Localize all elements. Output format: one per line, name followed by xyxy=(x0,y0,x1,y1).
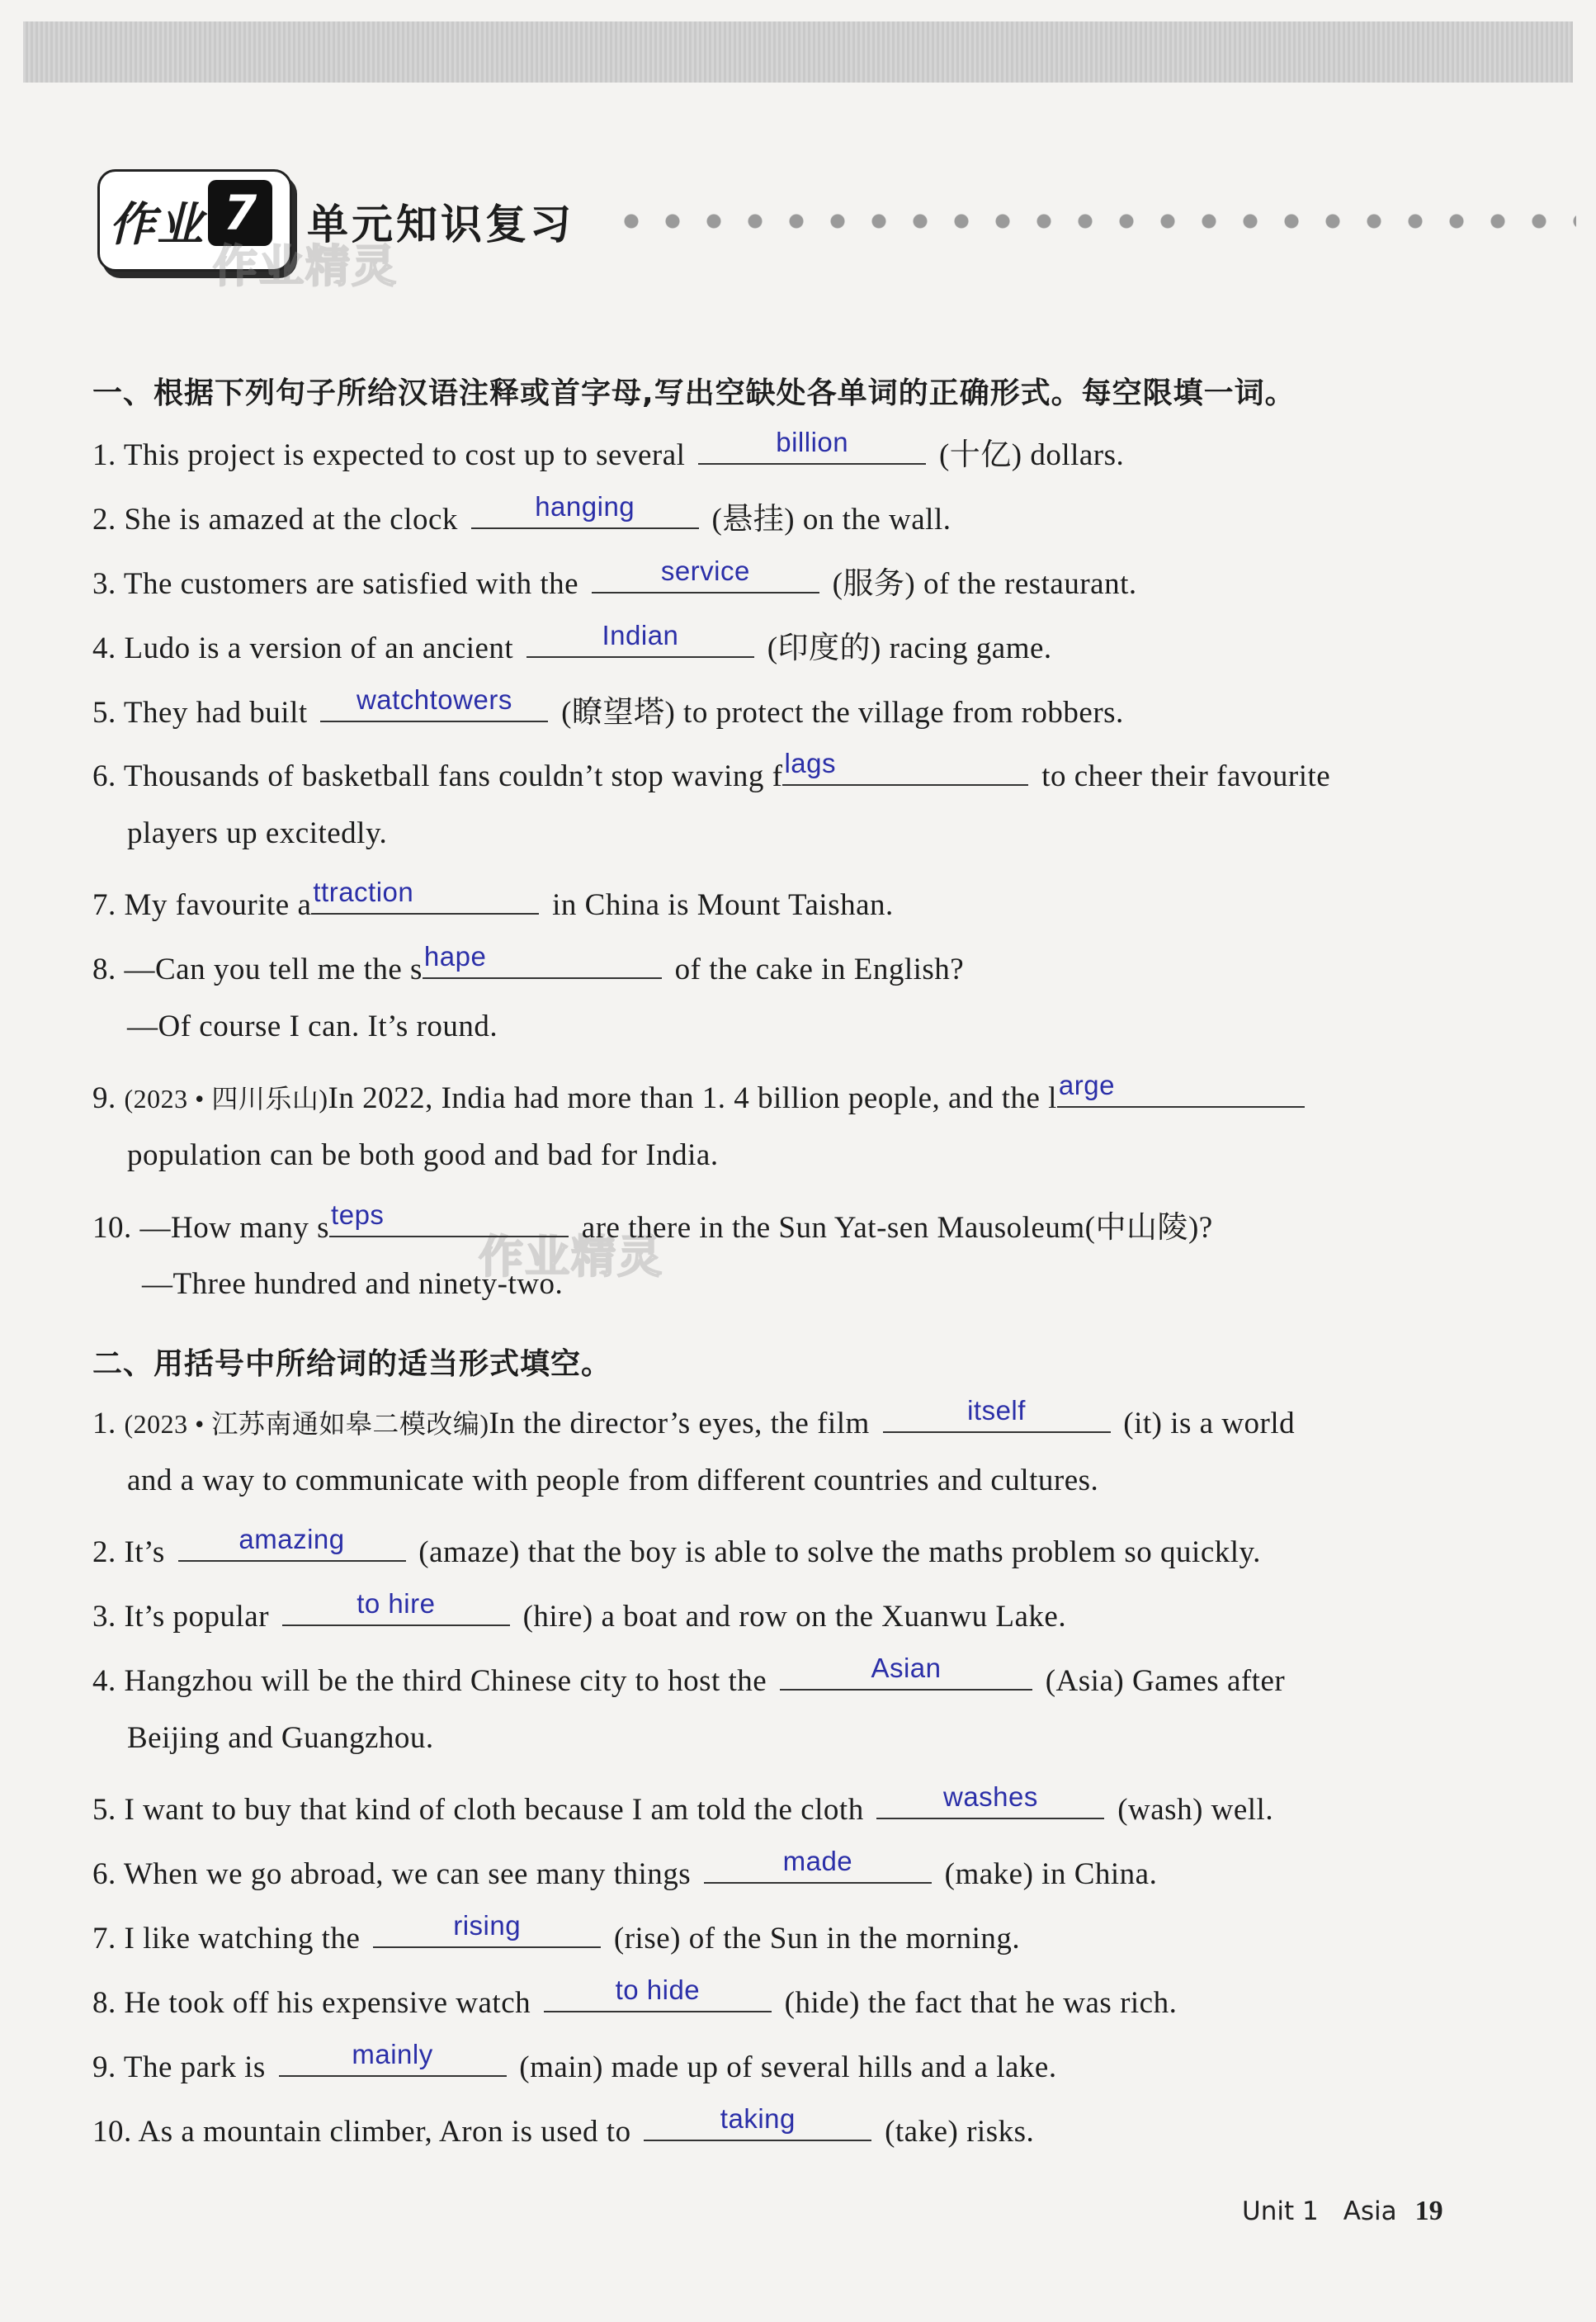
answer-text: hape xyxy=(423,941,487,972)
answer-text: teps xyxy=(331,1199,385,1230)
section-1-title: 一、根据下列句子所给汉语注释或首字母,写出空缺处各单词的正确形式。每空限填一词。 xyxy=(92,376,1296,410)
sentence-text: are there in the Sun Yat-sen Mausoleum(中山陵)? xyxy=(581,1211,1213,1245)
answer-text: billion xyxy=(776,427,849,457)
item-number: 9. xyxy=(92,2050,116,2084)
sentence-text: In 2022, India had more than 1. 4 billion people, and the l xyxy=(328,1081,1057,1115)
footer-unit: Unit 1 xyxy=(1242,2197,1319,2226)
answer-blank[interactable] xyxy=(526,620,754,658)
exercise-line xyxy=(92,941,965,987)
answer-blank[interactable] xyxy=(279,2039,507,2077)
answer-blank[interactable] xyxy=(471,491,699,529)
exercise-line xyxy=(92,1524,1261,1570)
page-title: 单元知识复习 xyxy=(307,201,574,248)
sentence-text: (main) made up of several hills and a lake. xyxy=(519,2050,1057,2084)
exercise-line xyxy=(92,1070,1310,1116)
sentence-text: The park is xyxy=(123,2050,266,2084)
item-number: 2. xyxy=(92,1535,116,1569)
item-number: 8. xyxy=(92,1986,116,2020)
exercise-line-continuation: population can be both good and bad for India. xyxy=(127,1138,719,1172)
footer-topic: Asia xyxy=(1343,2197,1397,2226)
exercise-line xyxy=(92,1974,1178,2021)
exercise-line xyxy=(92,1199,1213,1246)
answer-blank[interactable] xyxy=(876,1781,1104,1819)
answer-text: rising xyxy=(453,1910,522,1941)
item-number: 4. xyxy=(92,631,116,665)
exercise-line xyxy=(92,1781,1274,1828)
answer-blank[interactable] xyxy=(329,1199,569,1237)
answer-blank[interactable] xyxy=(644,2103,871,2141)
exercise-line xyxy=(92,1846,1158,1892)
answer-blank[interactable] xyxy=(782,748,1028,786)
sentence-text: It’s popular xyxy=(124,1600,270,1634)
item-number: 3. xyxy=(92,1600,116,1634)
exercise-line xyxy=(92,429,1124,474)
item-number: 5. xyxy=(92,696,116,730)
item-number: 3. xyxy=(92,567,116,601)
source-tag: (2023 • 江苏南通如皋二模改编) xyxy=(124,1409,489,1439)
section-2-title: 二、用括号中所给词的适当形式填空。 xyxy=(92,1347,612,1381)
sentence-text: in China is Mount Taishan. xyxy=(552,888,894,922)
item-number: 1. xyxy=(92,438,116,472)
answer-text: service xyxy=(660,556,750,586)
answer-text: Asian xyxy=(871,1653,942,1683)
answer-text: mainly xyxy=(352,2039,433,2069)
answer-blank[interactable] xyxy=(282,1588,510,1626)
sentence-text: In the director’s eyes, the film xyxy=(489,1407,870,1440)
answer-text: taking xyxy=(720,2103,796,2134)
answer-blank[interactable] xyxy=(780,1653,1032,1691)
answer-blank[interactable] xyxy=(698,427,926,465)
answer-blank[interactable] xyxy=(1057,1070,1305,1108)
exercise-line xyxy=(92,684,1124,731)
sentence-text: My favourite a xyxy=(124,888,312,922)
homework-number-badge: 7 xyxy=(208,180,272,246)
answer-text: arge xyxy=(1058,1070,1115,1100)
answer-text: Indian xyxy=(602,620,679,650)
exercise-line xyxy=(92,491,951,538)
item-number: 10. xyxy=(92,2115,132,2149)
exercise-line-continuation: —Three hundred and ninety-two. xyxy=(142,1267,564,1301)
exercise-line xyxy=(92,2103,1035,2149)
exercise-line-continuation: and a way to communicate with people from different countries and cultures. xyxy=(127,1464,1099,1497)
sentence-text: (hide) the fact that he was rich. xyxy=(784,1986,1178,2020)
exercise-line xyxy=(92,2039,1057,2085)
item-number: 7. xyxy=(92,1922,116,1955)
sentence-text: to cheer their favourite xyxy=(1041,759,1331,793)
exercise-line xyxy=(92,622,1052,667)
sentence-text: Hangzhou will be the third Chinese city to host the xyxy=(124,1664,767,1698)
sentence-text: —Can you tell me the s xyxy=(124,953,423,986)
exercise-line xyxy=(92,877,894,923)
exercise-line-continuation: —Of course I can. It’s round. xyxy=(127,1010,498,1043)
answer-text: to hide xyxy=(615,1974,701,2005)
homework-label: 作业 xyxy=(109,198,205,252)
answer-text: made xyxy=(782,1846,853,1876)
sentence-text: (十亿) dollars. xyxy=(938,438,1125,472)
item-number: 4. xyxy=(92,1664,116,1698)
sentence-text: —How many s xyxy=(139,1211,330,1245)
answer-blank[interactable] xyxy=(311,877,539,915)
item-number: 5. xyxy=(92,1793,116,1827)
answer-blank[interactable] xyxy=(544,1974,772,2012)
watermark: 作业精灵 xyxy=(213,240,398,292)
sentence-text: (hire) a boat and row on the Xuanwu Lake. xyxy=(522,1600,1067,1634)
sentence-text: As a mountain climber, Aron is used to xyxy=(138,2115,631,2149)
item-number: 10. xyxy=(92,1211,132,1245)
item-number: 8. xyxy=(92,953,116,986)
answer-blank[interactable] xyxy=(592,556,819,594)
item-number: 6. xyxy=(92,1857,116,1891)
exercise-line xyxy=(92,1910,1021,1956)
exercise-line-continuation: players up excitedly. xyxy=(127,816,388,850)
answer-text: amazing xyxy=(238,1524,345,1554)
watermark: 作业精灵 xyxy=(479,1231,663,1283)
sentence-text: They had built xyxy=(123,696,308,730)
sentence-text: I like watching the xyxy=(124,1922,361,1955)
answer-blank[interactable] xyxy=(883,1395,1111,1433)
sentence-text: It’s xyxy=(124,1535,165,1569)
page-footer xyxy=(1242,2196,1443,2227)
exercise-line xyxy=(92,1395,1296,1441)
item-number: 2. xyxy=(92,503,116,537)
sentence-text: I want to buy that kind of cloth because I am told the cloth xyxy=(124,1793,864,1827)
sentence-text: This project is expected to cost up to several xyxy=(123,438,686,472)
sentence-text: (印度的) racing game. xyxy=(767,631,1052,665)
sentence-text: (take) risks. xyxy=(885,2115,1035,2149)
answer-text: hanging xyxy=(535,491,635,522)
exercise-line xyxy=(92,1653,1286,1699)
source-tag: (2023 • 四川乐山) xyxy=(124,1084,328,1114)
sentence-text: Ludo is a version of an ancient xyxy=(124,631,514,665)
dotted-rule xyxy=(611,213,1576,229)
answer-text: ttraction xyxy=(313,877,414,907)
exercise-line xyxy=(92,748,1331,794)
item-number: 1. xyxy=(92,1407,116,1440)
item-number: 7. xyxy=(92,888,116,922)
answer-text: itself xyxy=(967,1395,1026,1426)
sentence-text: (amaze) that the boy is able to solve the maths problem so quickly. xyxy=(418,1535,1261,1569)
exercise-line xyxy=(92,558,1137,603)
sentence-text: (Asia) Games after xyxy=(1045,1664,1286,1698)
answer-blank[interactable] xyxy=(373,1910,601,1948)
answer-text: washes xyxy=(943,1781,1038,1812)
item-number: 6. xyxy=(92,759,116,793)
answer-text: watchtowers xyxy=(356,684,512,715)
sentence-text: (it) is a world xyxy=(1123,1407,1296,1440)
answer-blank[interactable] xyxy=(320,684,548,722)
sentence-text: (make) in China. xyxy=(944,1857,1158,1891)
answer-text: lags xyxy=(784,748,836,778)
sentence-text: (瞭望塔) to protect the village from robbers. xyxy=(561,696,1124,730)
sentence-text: The customers are satisfied with the xyxy=(123,567,579,601)
sentence-text: (rise) of the Sun in the morning. xyxy=(613,1922,1021,1955)
answer-blank[interactable] xyxy=(178,1524,406,1562)
sentence-text: She is amazed at the clock xyxy=(124,503,458,537)
sentence-text: He took off his expensive watch xyxy=(124,1986,531,2020)
sentence-text: (服务) of the restaurant. xyxy=(832,567,1137,601)
answer-blank[interactable] xyxy=(423,941,662,979)
sentence-text: (悬挂) on the wall. xyxy=(711,503,951,537)
exercise-line xyxy=(92,1588,1067,1634)
item-number: 9. xyxy=(92,1081,116,1115)
sentence-text: of the cake in English? xyxy=(674,953,965,986)
sentence-text: (wash) well. xyxy=(1117,1793,1274,1827)
page-number: 19 xyxy=(1414,2196,1443,2226)
answer-text: to hire xyxy=(357,1588,436,1619)
sentence-text: When we go abroad, we can see many things xyxy=(123,1857,692,1891)
answer-blank[interactable] xyxy=(704,1846,932,1884)
exercise-line-continuation: Beijing and Guangzhou. xyxy=(127,1721,434,1755)
sentence-text: Thousands of basketball fans couldn’t stop waving f xyxy=(123,759,783,793)
